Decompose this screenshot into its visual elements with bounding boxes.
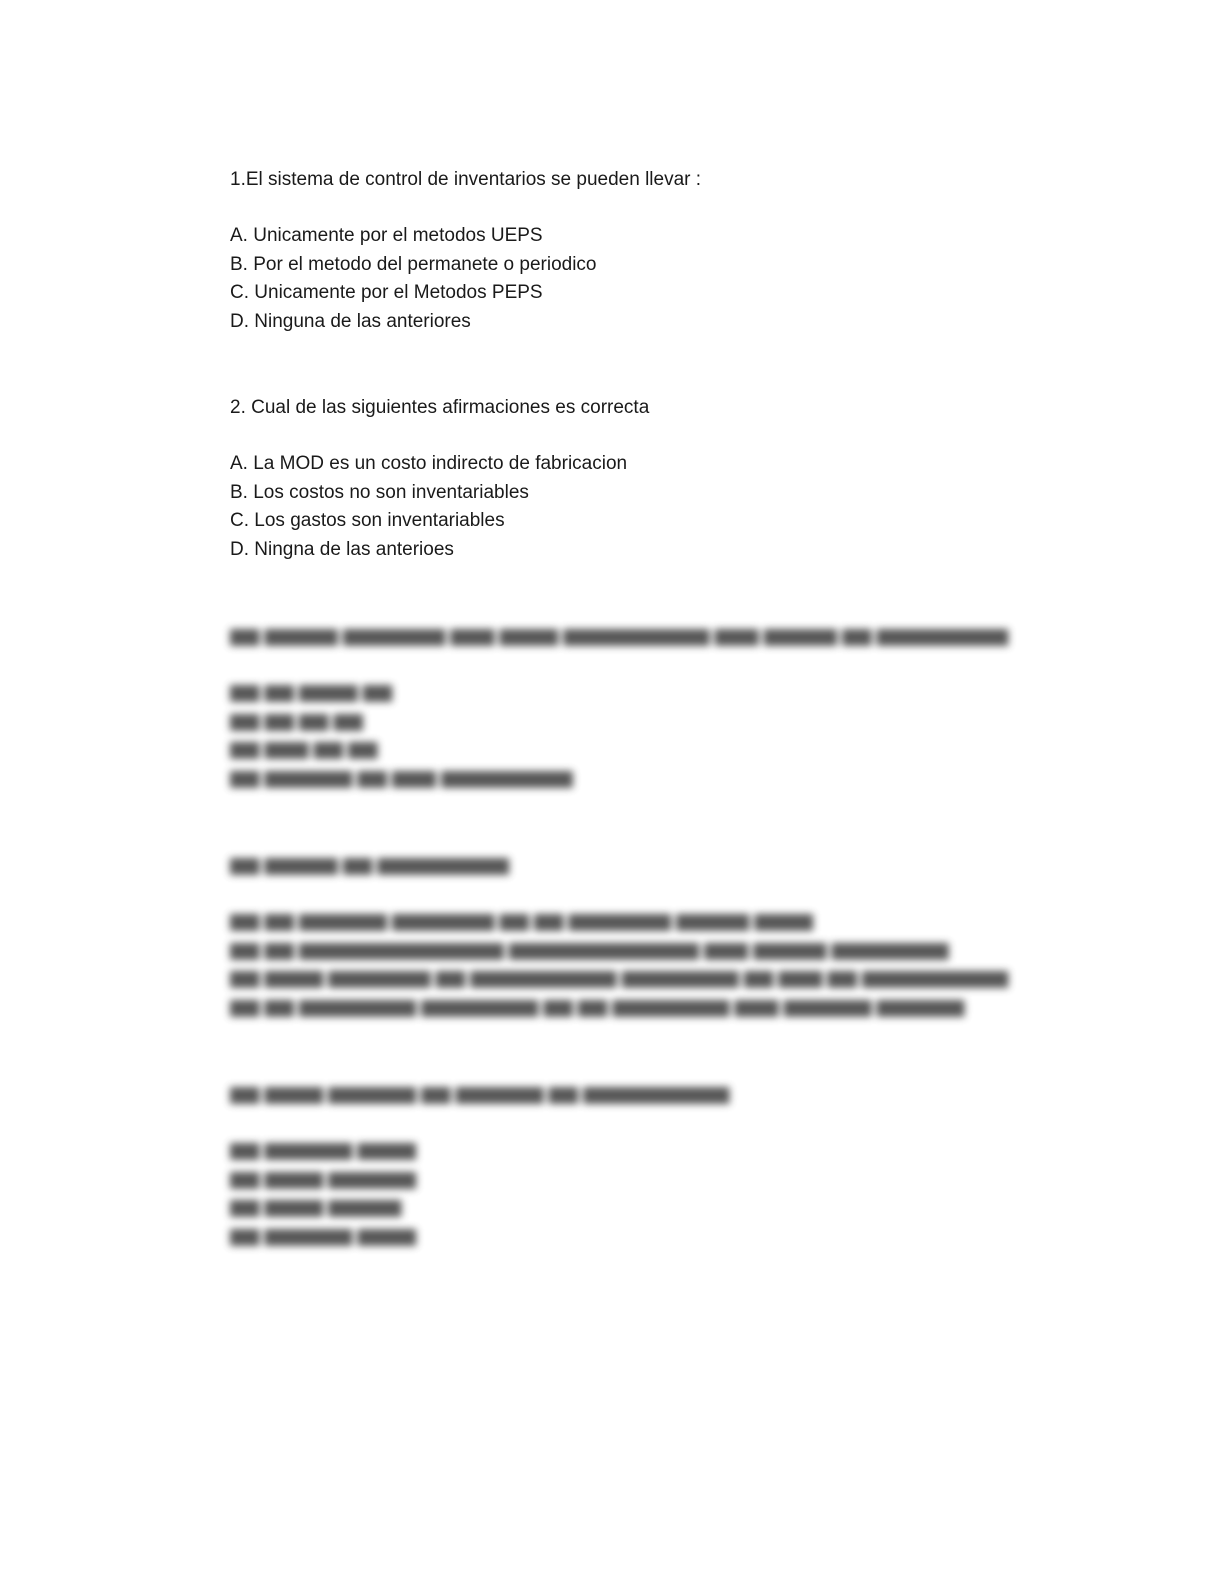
question-3-blurred-text: ▆▆ ▆▆▆▆▆ ▆▆▆▆▆▆▆ ▆▆▆ ▆▆▆▆ ▆▆▆▆▆▆▆▆▆▆ ▆▆▆ ▆▆▆▆▆ ▆▆ ▆▆▆▆▆▆▆▆▆ [230,625,1009,646]
question-2-option-c: C. Los gastos son inventariables [230,510,505,531]
question-5-blurred-text: ▆▆ ▆▆▆▆ ▆▆▆▆▆▆ ▆▆ ▆▆▆▆▆▆ ▆▆ ▆▆▆▆▆▆▆▆▆▆ [230,1083,730,1104]
question-4-blurred-option: ▆▆ ▆▆ ▆▆▆▆▆▆ ▆▆▆▆▆▆▆ ▆▆ ▆▆ ▆▆▆▆▆▆▆ ▆▆▆▆▆ ▆▆▆▆ [230,910,813,931]
question-3-blurred [230,622,1009,792]
question-4-blurred-option: ▆▆ ▆▆▆▆ ▆▆▆▆▆▆▆ ▆▆ ▆▆▆▆▆▆▆▆▆▆ ▆▆▆▆▆▆▆▆ ▆▆ ▆▆▆ ▆▆ ▆▆▆▆▆▆▆▆▆▆ [230,967,1009,988]
question-1-option-b: B. Por el metodo del permanete o periodico [230,253,597,275]
question-5-blurred-option: ▆▆ ▆▆▆▆▆▆ ▆▆▆▆ [230,1224,416,1246]
question-1-option-c: C. Unicamente por el Metodos PEPS [230,282,543,303]
question-5-blurred-option: ▆▆ ▆▆▆▆ ▆▆▆▆▆▆ [230,1167,416,1189]
question-1-options [230,222,930,336]
question-4-blurred-text: ▆▆ ▆▆▆▆▆ ▆▆ ▆▆▆▆▆▆▆▆▆ [230,854,509,875]
question-3-blurred-option: ▆▆ ▆▆ ▆▆▆▆ ▆▆ [230,681,392,702]
question-1-option-d: D. Ninguna de las anteriores [230,310,471,332]
question-4-blurred [230,851,1009,1021]
question-1-text: 1.El sistema de control de inventarios se pueden llevar : [230,169,702,190]
question-2-options [230,450,930,564]
question-2 [230,394,930,564]
question-1 [230,166,930,336]
question-3-blurred-option: ▆▆ ▆▆▆ ▆▆ ▆▆ [230,738,378,759]
question-1-option-a: A. Unicamente por el metodos UEPS [230,225,543,246]
question-2-option-d: D. Ningna de las anterioes [230,538,454,560]
question-2-text: 2. Cual de las siguientes afirmaciones es correcta [230,397,650,418]
question-3-blurred-option: ▆▆ ▆▆ ▆▆ ▆▆ [230,709,363,731]
question-4-blurred-option: ▆▆ ▆▆ ▆▆▆▆▆▆▆▆▆▆▆▆▆▆ ▆▆▆▆▆▆▆▆▆▆▆▆▆ ▆▆▆ ▆▆▆▆▆ ▆▆▆▆▆▆▆▆ [230,938,949,960]
question-5-blurred [230,1080,930,1250]
question-4-blurred-option: ▆▆ ▆▆ ▆▆▆▆▆▆▆▆ ▆▆▆▆▆▆▆▆ ▆▆ ▆▆ ▆▆▆▆▆▆▆▆ ▆▆▆ ▆▆▆▆▆▆ ▆▆▆▆▆▆ [230,995,965,1017]
question-3-blurred-option: ▆▆ ▆▆▆▆▆▆ ▆▆ ▆▆▆ ▆▆▆▆▆▆▆▆▆ [230,766,573,788]
question-5-blurred-option: ▆▆ ▆▆▆▆ ▆▆▆▆▆ [230,1196,402,1217]
question-5-blurred-option: ▆▆ ▆▆▆▆▆▆ ▆▆▆▆ [230,1139,416,1160]
question-2-option-b: B. Los costos no son inventariables [230,481,529,503]
question-2-option-a: A. La MOD es un costo indirecto de fabricacion [230,453,628,474]
